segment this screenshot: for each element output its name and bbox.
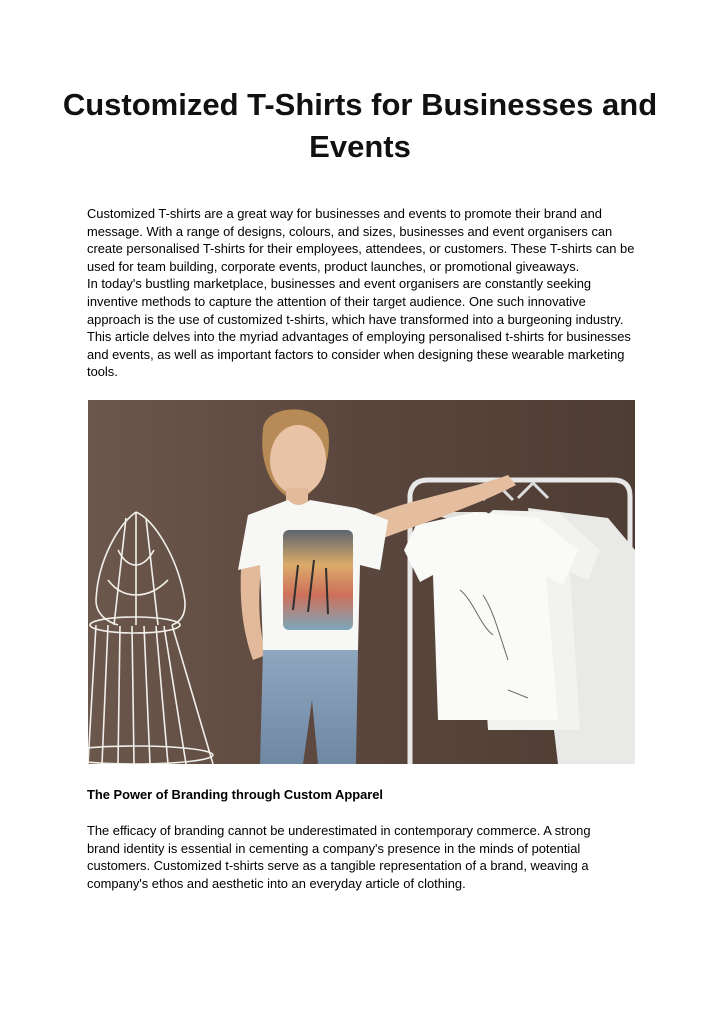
hero-photo [88, 400, 635, 764]
section-heading: The Power of Branding through Custom Apparel [87, 787, 384, 802]
section-body: The efficacy of branding cannot be underestimated in contemporary commerce. A strong brand identity is essential in cementing a company's presence in the minds of potential customers. Customized t-shirts serve as a tangible representation of a brand, weaving a company's ethos and aesthetic into an everyday article of clothing. [87, 823, 591, 891]
intro-paragraph-1: Customized T-shirts are a great way for businesses and events to promote their brand and message. With a range of designs, colours, and sizes, businesses and event organisers can create personalised T-shirts for their employees, attendees, or customers. These T-shirts can be used for team building, corporate events, product launches, or promotional giveaways. [87, 206, 635, 274]
intro-paragraph-2: In today's bustling marketplace, businesses and event organisers are constantly seeking inventive methods to capture the attention of their target audience. One such innovative approach is the use of customized t-shirts, which have transformed into a burgeoning industry. This article delves into the myriad advantages of employing personalised t-shirts for businesses and events, as well as important factors to consider when designing these wearable marketing tools. [87, 276, 631, 380]
intro-text [87, 205, 635, 381]
page-title: Customized T-Shirts for Businesses and Events [62, 87, 658, 164]
